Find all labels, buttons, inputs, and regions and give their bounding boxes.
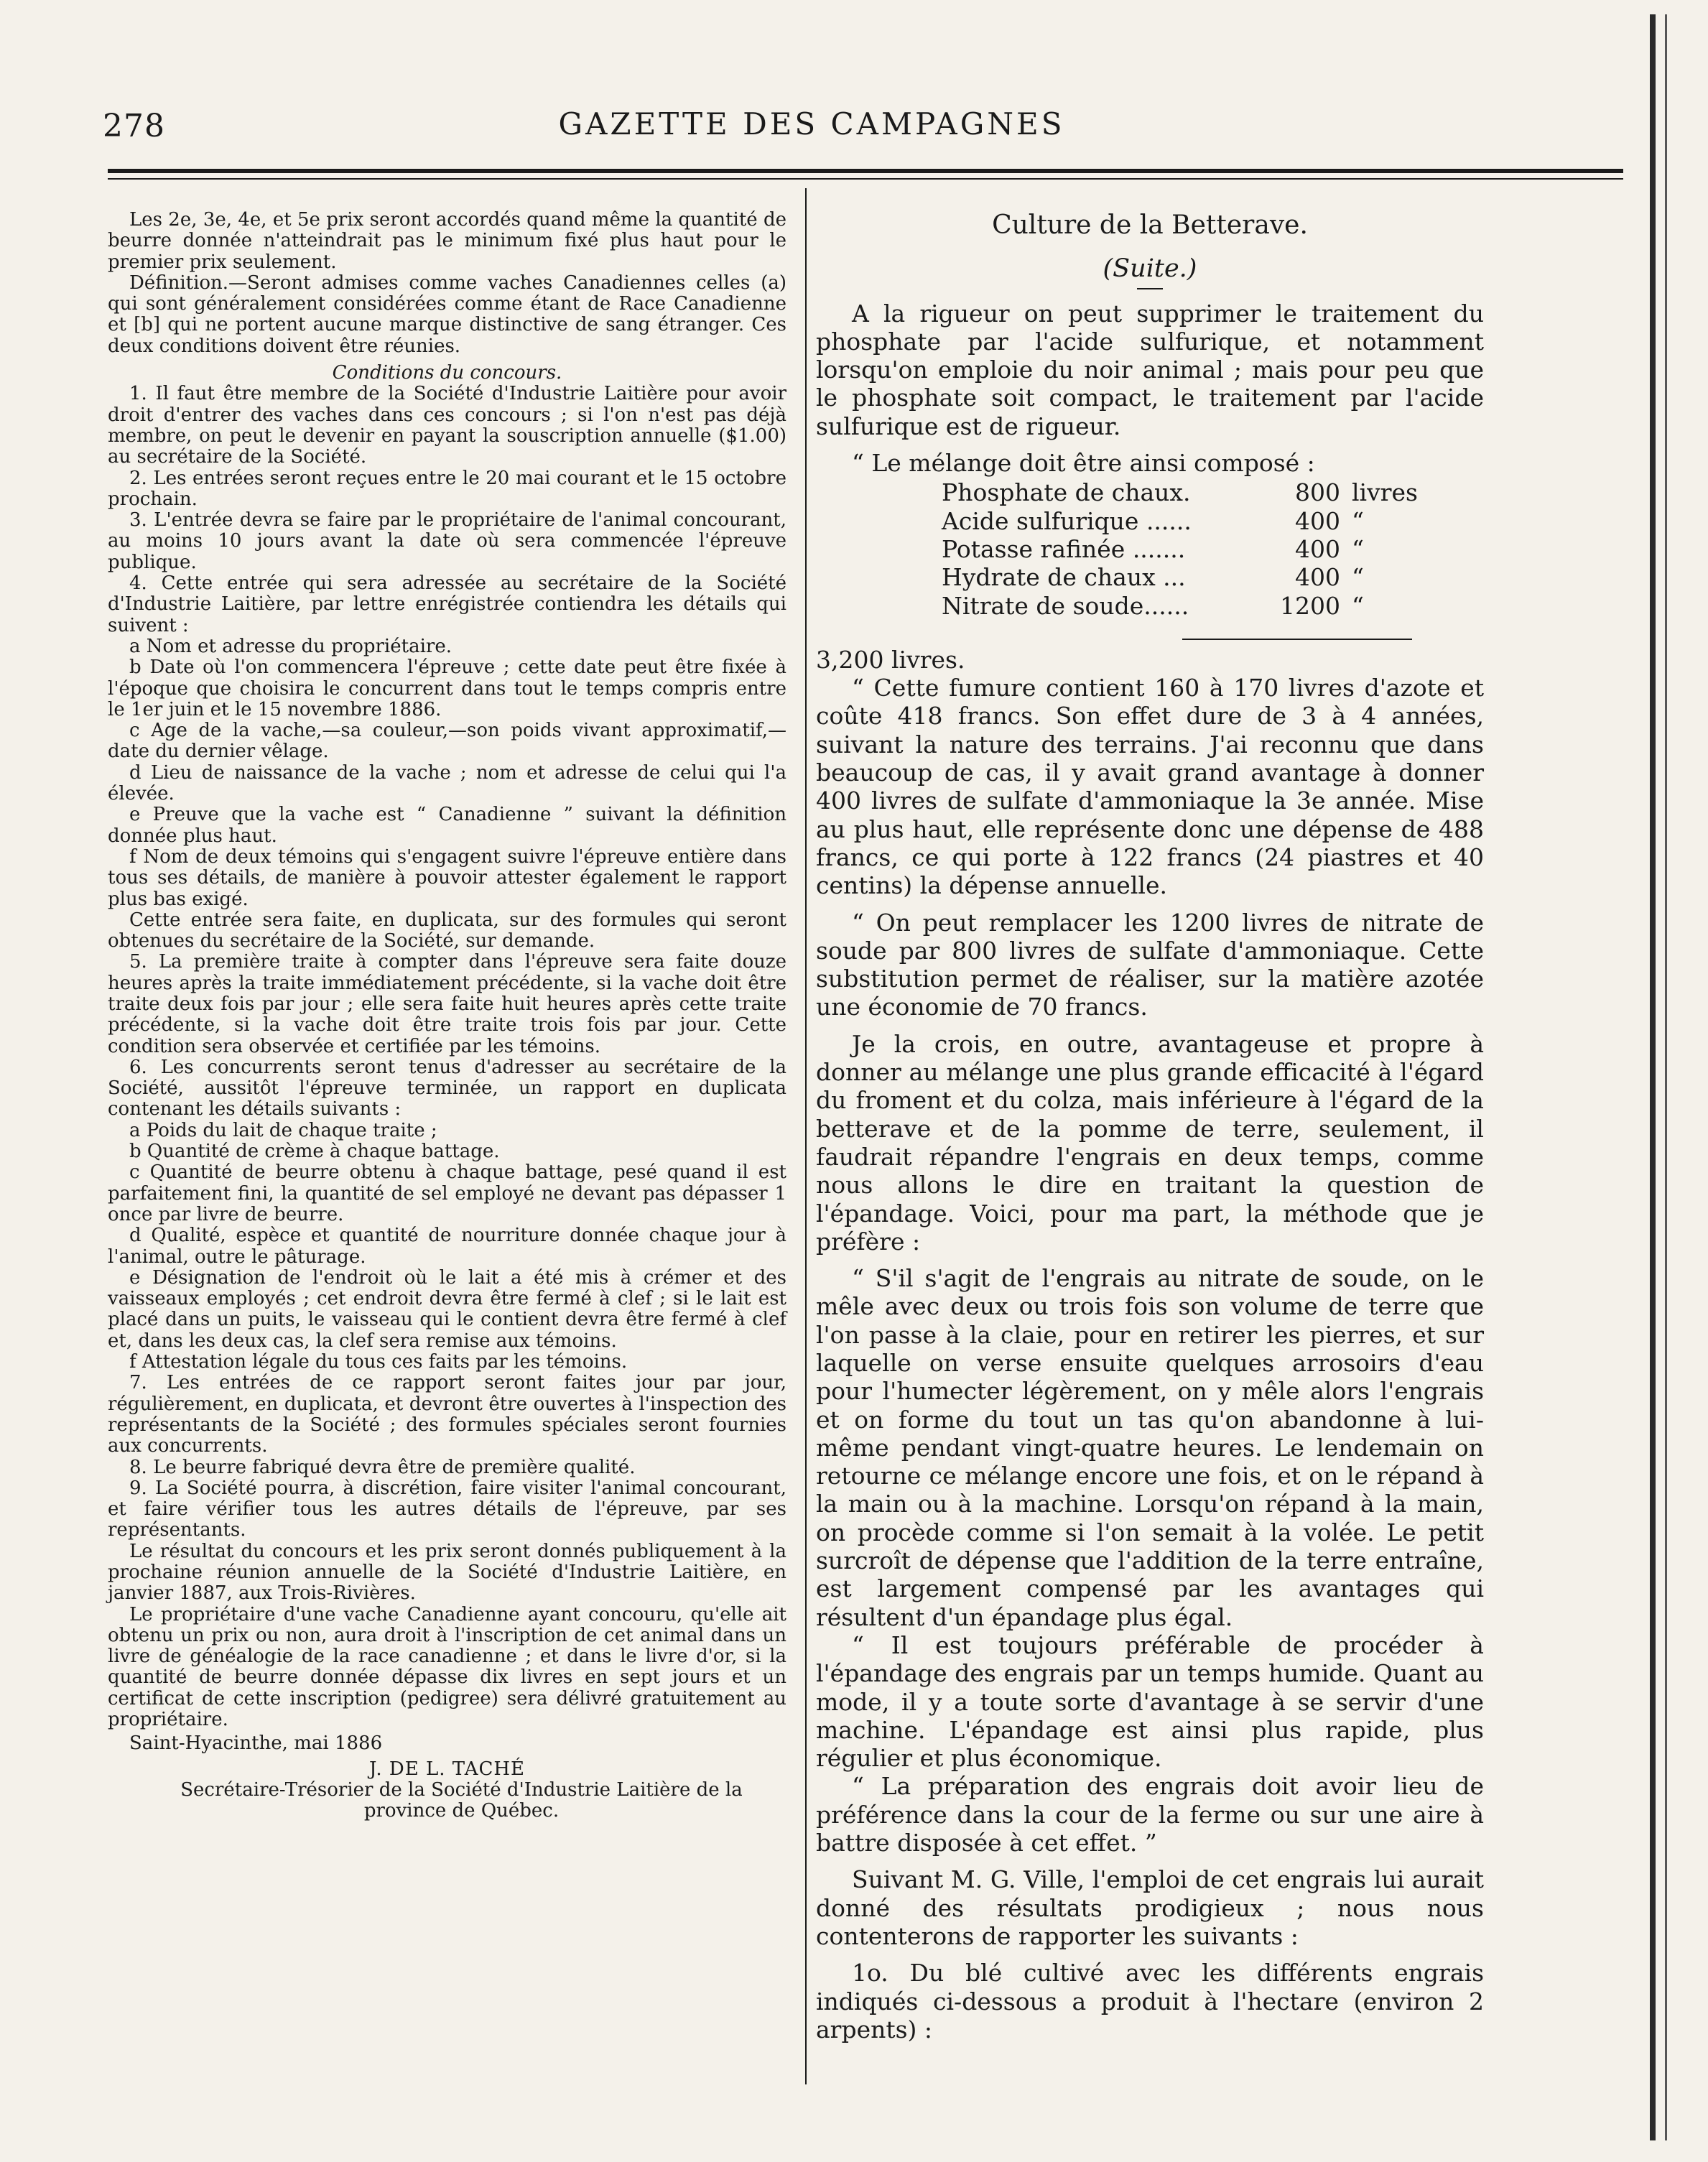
paragraph: Définition.—Seront admises comme vaches Canadiennes celles (a) qui sont généralement considérées comme étant de Race Canadienne et [b] qui ne portent aucune marque distinctive de sang étranger. Ces deux conditions doivent être réunies. (108, 272, 786, 357)
mixture-quantity: 800 (1295, 478, 1340, 507)
condition-item: e Preuve que la vache est “ Canadienne ” suivant la définition donnée plus haut. (108, 804, 786, 847)
article-subtitle: (Suite.) (1103, 254, 1197, 284)
paragraph: Suivant M. G. Ville, l'emploi de cet engrais lui aurait donné des résultats prodigieux ; nous nous contenterons de rapporter les suivants : (816, 1865, 1484, 1950)
condition-item: f Attestation légale du tous ces faits par les témoins. (129, 1351, 628, 1373)
paragraph: “ Cette fumure contient 160 à 170 livres d'azote et coûte 418 francs. Son effet dure de 3 à 4 années, suivant la nature des terrains. J'ai reconnu que dans beaucoup de cas, il y avait grand avantage à donner 400 livres de sulfate d'ammoniaque la 3e année. Mise au plus haut, elle représente donc une dépense de 488 francs, ce qui porte à 122 francs (24 piastres et 40 centins) la dépense annuelle. (816, 674, 1484, 900)
condition-item: 5. La première traite à compter dans l'épreuve sera faite douze heures après la traite immédiatement précédente, si la vache doit être traite deux fois par jour ; elle sera faite huit heures après cette traite précédente, si la vache doit être traite trois fois par jour. Cette condition sera observée et certifiée par les témoins. (108, 951, 786, 1057)
paragraph: “ La préparation des engrais doit avoir lieu de préférence dans la cour de la ferme ou sur une aire à battre disposée à cet effet. ” (816, 1772, 1484, 1857)
condition-item: 6. Les concurrents seront tenus d'adresser au secrétaire de la Société, aussitôt l'épreuve terminée, un rapport en duplicata contenant les détails suivants : (108, 1056, 786, 1121)
mixture-row (942, 507, 1484, 535)
condition-item: 3. L'entrée devra se faire par le propriétaire de l'animal concourant, au moins 10 jours avant la date où sera commencée l'épreuve publique. (108, 509, 786, 573)
condition-item: c Age de la vache,—sa couleur,—son poids vivant approximatif,— date du dernier vêlage. (108, 720, 786, 763)
binding-edge (1650, 14, 1656, 2140)
mixture-ingredient: Acide sulfurique ...... (942, 506, 1192, 535)
right-column (816, 211, 1484, 2043)
condition-item: 2. Les entrées seront reçues entre le 20 mai courant et le 15 octobre prochain. (108, 467, 786, 510)
paragraph: Je la crois, en outre, avantageuse et propre à donner au mélange une plus grande efficacité à l'égard du froment et du colza, mais inférieure à l'égard de la betterave et de la pomme de terre, seulement, il faudrait répandre l'engrais en deux temps, comme nous allons le dire en traitant la question de l'épandage. Voici, pour ma part, la méthode que je préfère : (816, 1029, 1484, 1256)
condition-item: d Qualité, espèce et quantité de nourriture donnée chaque jour à l'animal, outre le pâturage. (108, 1225, 786, 1268)
condition-item: Le résultat du concours et les prix seront donnés publiquement à la prochaine réunion annuelle de la Société d'Industrie Laitière, en janvier 1887, aux Trois-Rivières. (108, 1540, 786, 1605)
mixture-unit: “ (1352, 506, 1364, 535)
condition-item: a Poids du lait de chaque traite ; (129, 1119, 437, 1141)
paragraph: A la rigueur on peut supprimer le traitement du phosphate par l'acide sulfurique, et notamment lorsqu'on emploie du noir animal ; mais pour peu que le phosphate soit compact, le traitement par l'acide sulfurique est de rigueur. (816, 299, 1484, 440)
mixture-quantity: 400 (1295, 563, 1340, 592)
mixture-quantity: 400 (1295, 506, 1340, 535)
mixture-unit: livres (1352, 478, 1418, 507)
mixture-total: 3,200 livres. (816, 645, 965, 674)
left-column (108, 210, 786, 1822)
condition-item: Le propriétaire d'une vache Canadienne ayant concouru, qu'elle ait obtenu un prix ou non, aura droit à l'inscription de cet animal dans un livre de généalogie de la race canadienne ; et dans le livre d'or, si la quantité de beurre donnée dépasse dix livres en sept jours et un certificat de cette inscription (pedigree) sera délivré gratuitement au propriétaire. (108, 1603, 786, 1731)
condition-item: b Quantité de crème à chaque battage. (129, 1141, 500, 1163)
mixture-quantity: 400 (1295, 534, 1340, 563)
header-rule-thin (108, 178, 1623, 180)
condition-item: c Quantité de beurre obtenu à chaque battage, pesé quand il est parfaitement fini, la quantité de sel employé ne devant pas dépasser 1 once par livre de beurre. (108, 1161, 786, 1225)
condition-item: Cette entrée sera faite, en duplicata, sur des formules qui seront obtenues du secrétaire de la Société, sur demande. (108, 909, 786, 952)
signature-title: Secrétaire-Trésorier de la Société d'Industrie Laitière de la province de Québec. (180, 1778, 743, 1822)
paragraph: 1o. Du blé cultivé avec les différents engrais indiqués ci-dessous a produit à l'hectare (environ 2 arpents) : (816, 1959, 1484, 2043)
article-title: Culture de la Betterave. (992, 210, 1308, 240)
title-dash (1137, 288, 1163, 289)
mixture-ingredient: Hydrate de chaux ... (942, 563, 1186, 592)
binding-edge-inner (1665, 14, 1667, 2140)
page-number: 278 (103, 108, 165, 144)
condition-item: 8. Le beurre fabriqué devra être de première qualité. (129, 1456, 636, 1478)
column-divider (805, 188, 807, 2084)
paragraph: “ Il est toujours préférable de procéder à l'épandage des engrais par un temps humide. Quant au mode, il y a toute sorte d'avantage à se servir d'une machine. L'épandage est ainsi plus rapide, plus régulier et plus économique. (816, 1630, 1484, 1773)
mixture-row (942, 563, 1484, 591)
paragraph: “ S'il s'agit de l'engrais au nitrate de soude, on le mêle avec deux ou trois fois son volume de terre que l'on passe à la claie, pour en retirer les pierres, et sur laquelle on verse ensuite quelques arrosoirs d'eau pour l'humecter légèrement, on y mêle alors l'engrais et on forme du tout un tas qu'on abandonne à lui-même pendant vingt-quatre heures. Le lendemain on retourne ce mélange encore une fois, et on le répand à la main ou à la machine. Lorsqu'on répand à la main, on procède comme si l'on semait à la volée. Le petit surcroît de dépense que l'addition de la terre entraîne, est largement compensé par les avantages qui résultent d'un épandage plus égal. (816, 1264, 1484, 1631)
mixture-ingredient: Nitrate de soude...... (942, 591, 1189, 620)
mixture-unit: “ (1352, 563, 1364, 592)
paragraph: “ On peut remplacer les 1200 livres de nitrate de soude par 800 livres de sulfate d'ammoniaque. Cette substitution permet de réaliser, sur la matière azotée une économie de 70 francs. (816, 908, 1484, 1021)
total-rule (1182, 639, 1412, 640)
place-date: Saint-Hyacinthe, mai 1886 (129, 1732, 383, 1755)
condition-item: a Nom et adresse du propriétaire. (129, 635, 452, 657)
condition-item: d Lieu de naissance de la vache ; nom et adresse de celui qui l'a élevée. (108, 761, 786, 805)
condition-item: e Désignation de l'endroit où le lait a été mis à crémer et des vaisseaux employés ; cet endroit devra être fermé à clef ; si le lait est placé dans un puits, le vaisseau qui le contient devra être fermé à clef et, dans les deux cas, la clef sera remise aux témoins. (108, 1266, 786, 1352)
masthead-title: GAZETTE DES CAMPAGNES (558, 106, 1065, 141)
mixture-table (942, 478, 1484, 619)
mixture-ingredient: Potasse rafinée ....... (942, 534, 1186, 563)
mixture-unit: “ (1352, 534, 1364, 563)
mixture-row (942, 535, 1484, 563)
signature-name: J. DE L. TACHÉ (368, 1758, 526, 1780)
mixture-unit: “ (1352, 591, 1364, 620)
condition-item: 9. La Société pourra, à discrétion, faire visiter l'animal concourant, et faire vérifier tous les autres détails de l'épreuve, par ses représentants. (108, 1477, 786, 1541)
condition-item: 4. Cette entrée qui sera adressée au secrétaire de la Société d'Industrie Laitière, par lettre enrégistrée contiendra les détails qui suivent : (108, 572, 786, 636)
mixture-quantity: 1200 (1280, 591, 1340, 620)
paragraph: Les 2e, 3e, 4e, et 5e prix seront accordés quand même la quantité de beurre donnée n'atteindrait pas le minimum fixé plus haut pour le premier prix seulement. (108, 209, 786, 273)
mixture-row (942, 478, 1484, 506)
mixture-row (942, 592, 1484, 620)
mixture-intro: “ Le mélange doit être ainsi composé : (852, 449, 1315, 478)
condition-item: b Date où l'on commencera l'épreuve ; cette date peut être fixée à l'époque que choisira le concurrent dans tout le temps compris entre le 1er juin et le 15 novembre 1886. (108, 657, 786, 720)
header-rule-thick (108, 169, 1623, 173)
condition-item: f Nom de deux témoins qui s'engagent suivre l'épreuve entière dans tous ses détails, de manière à pouvoir attester également le rapport plus bas exigé. (108, 845, 786, 910)
conditions-heading: Conditions du concours. (332, 362, 562, 384)
mixture-ingredient: Phosphate de chaux. (942, 478, 1191, 507)
condition-item: 1. Il faut être membre de la Société d'Industrie Laitière pour avoir droit d'entrer des vaches dans ces concours ; si l'on n'est pas déjà membre, on peut le devenir en payant la souscription annuelle ($1.00) au secrétaire de la Société. (108, 383, 786, 468)
condition-item: 7. Les entrées de ce rapport seront faites jour par jour, régulièrement, en duplicata, et devront être ouvertes à l'inspection des représentants de la Société ; des formules spéciales seront fournies aux concurrents. (108, 1372, 786, 1457)
